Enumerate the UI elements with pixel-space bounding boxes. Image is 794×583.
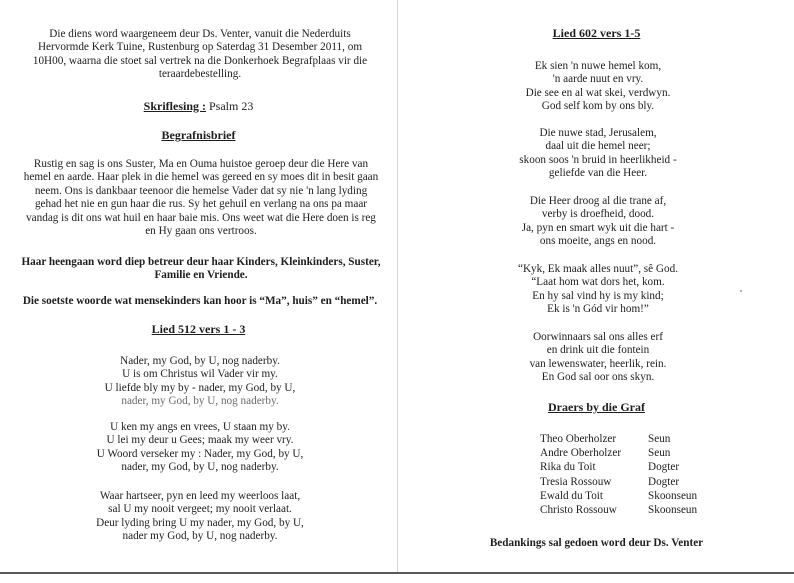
verse-line: Die see en al wat skei, verdwyn.	[525, 86, 671, 99]
left-page	[0, 0, 397, 572]
verse-line: En God sal oor ons skyn.	[541, 371, 655, 384]
verse-line: Die Heer droog al die trane af,	[529, 195, 667, 207]
hymn-602-verse-2	[468, 127, 728, 181]
verse-line: Waar hartseer, pyn en leed my weerloos laat,	[99, 490, 301, 502]
verse-line: skoon soos 'n bruid in heerlikheid -	[519, 153, 677, 166]
letter-line: gehad het nie en gun haar die rus. Sy het gehuil en verlang na ons pa maar	[34, 198, 368, 211]
verse-line: daal uit die hemel neer;	[545, 140, 651, 153]
bearer-row	[540, 489, 697, 503]
verse-line: nader, my God, by U, nog naderby.	[121, 461, 279, 474]
scripture-reading	[0, 100, 397, 113]
verse-line: Ek is 'n Gód vir hom!”	[547, 303, 649, 316]
hymn-512-title: Lied 512 vers 1 - 3	[151, 322, 246, 336]
bearer-name: Tresia Rossouw	[540, 475, 612, 488]
verse-line: U lei my deur u Gees; maak my weer vry.	[106, 434, 294, 447]
scan-speck	[740, 290, 742, 292]
verse-line: U liefde bly my by - nader, my God, by U,	[104, 381, 296, 394]
verse-line: Die nuwe stad, Jerusalem,	[539, 127, 657, 139]
hymn-602-verse-4	[468, 263, 728, 317]
mourners-text	[12, 256, 390, 283]
bearer-name: Theo Oberholzer	[540, 433, 617, 445]
bottom-edge	[0, 572, 794, 583]
bearer-relation: Dogter	[648, 461, 680, 474]
bearer-name: Christo Rossouw	[540, 504, 617, 517]
bearer-row	[540, 460, 697, 474]
funeral-letter-title: Begrafnisbrief	[161, 128, 236, 142]
mourners-line: Haar heengaan word diep betreur deur haar Kinders, Kleinkinders, Suster,	[21, 256, 381, 268]
hymn-602-heading	[398, 27, 794, 40]
hymn-602-verse-3	[468, 195, 728, 249]
verse-line: En hy sal vind hy is my kind;	[532, 289, 664, 302]
hymn-512-heading	[0, 323, 397, 336]
bearer-relation: Seun	[648, 447, 671, 460]
sweetest-words	[6, 295, 394, 308]
verse-line: U is om Christus wil Vader vir my.	[122, 368, 278, 381]
verse-line: Ja, pyn en smart wyk uit die hart -	[521, 221, 675, 234]
funeral-letter	[12, 158, 390, 238]
intro-line: Hervormde Kerk Tuine, Rustenburg op Saterdag 31 Desember 2011, om	[37, 41, 363, 54]
verse-line: sal U my nooit vergeet; my nooit verlaat.	[108, 503, 292, 516]
verse-line: 'n aarde nuut en vry.	[552, 73, 644, 86]
bearer-name: Ewald du Toit	[540, 489, 604, 502]
bearer-name: Andre Oberholzer	[540, 447, 622, 460]
letter-line: vandag is dit ons wat huil en haar baie mis. Ons weet wat die Here doen is reg	[26, 211, 376, 224]
verse-line: geliefde van die Heer.	[548, 167, 648, 180]
hymn-602-title: Lied 602 vers 1-5	[552, 26, 641, 40]
service-intro	[18, 28, 382, 82]
verse-line: Oorwinnaars sal ons alles erf	[533, 331, 663, 343]
bearers-title: Draers by die Graf	[548, 400, 645, 414]
intro-line: Die diens word waargeneem deur Ds. Venter, vanuit die Nederduits	[49, 28, 351, 40]
thanks-note	[398, 537, 794, 550]
bearer-row	[540, 475, 697, 489]
thanks-line: Bedankings sal gedoen word deur Ds. Venter	[489, 537, 704, 549]
verse-line: U ken my angs en vrees, U staan my by.	[110, 421, 290, 433]
verse-line: nader my God, by U, nog naderby.	[122, 530, 278, 543]
bearer-row	[540, 503, 697, 517]
scripture-label: Skriflesing :	[143, 99, 206, 113]
verse-line: verby is droefheid, dood.	[541, 208, 655, 221]
letter-line: neem. Ons is dankbaar teenoor die hemelse Vader dat sy nie 'n lang lyding	[34, 184, 368, 197]
bearers-list	[540, 432, 697, 517]
hymn-512-verse-3	[60, 490, 340, 544]
bearer-relation: Dogter	[648, 475, 680, 488]
verse-line: Deur lyding bring U my nader, my God, by U,	[96, 516, 304, 529]
verse-line: Nader, my God, by U, nog naderby.	[120, 355, 280, 367]
verse-line: van lewenswater, heerlik, rein.	[529, 357, 667, 370]
verse-line: God self kom by ons bly.	[541, 100, 655, 113]
bearer-name: Rika du Toit	[540, 461, 596, 474]
bearer-row	[540, 432, 697, 446]
letter-line: en Hy gaan ons vertroos.	[145, 225, 257, 238]
intro-line: teraardebestelling.	[158, 68, 242, 81]
hymn-512-verse-2	[60, 421, 340, 475]
verse-line: U Woord verseker my : Nader, my God, by U,	[96, 447, 304, 460]
bearer-relation: Skoonseun	[648, 504, 698, 517]
verse-line: “Laat hom wat dors het, kom.	[531, 276, 665, 289]
verse-line: en drink uit die fontein	[546, 344, 650, 357]
bearers-heading	[398, 401, 794, 414]
verse-line: “Kyk, Ek maak alles nuut”, sê God.	[517, 263, 678, 275]
bearer-relation: Skoonseun	[648, 489, 698, 502]
letter-line: Rustig en sag is ons Suster, Ma en Ouma huistoe geroep deur die Here van	[33, 158, 369, 170]
verse-line: ons moeite, angs en nood.	[539, 235, 657, 248]
bearer-row	[540, 446, 697, 460]
right-page	[397, 0, 794, 572]
hymn-602-verse-1	[468, 60, 728, 114]
bearer-relation: Seun	[648, 433, 671, 445]
letter-line: hemel en aarde. Haar plek in die hemel was gereed en sy moes dit in besit gaan	[23, 171, 379, 184]
hymn-602-verse-5	[468, 331, 728, 385]
scripture-value: Psalm 23	[206, 99, 254, 113]
funeral-letter-heading	[0, 129, 397, 142]
verse-line: Ek sien 'n nuwe hemel kom,	[534, 60, 662, 72]
hymn-512-verse-1	[60, 355, 340, 409]
intro-line: 10H00, waarna die stoet sal vertrek na die Donkerhoek Begrafplaas vir die	[32, 54, 368, 67]
sweetest-line: Die soetste woorde wat mensekinders kan hoor is “Ma”, huis” en “hemel”.	[22, 295, 378, 307]
mourners-line: Familie en Vriende.	[154, 269, 248, 282]
verse-line: nader, my God, by U, nog naderby.	[121, 395, 279, 408]
